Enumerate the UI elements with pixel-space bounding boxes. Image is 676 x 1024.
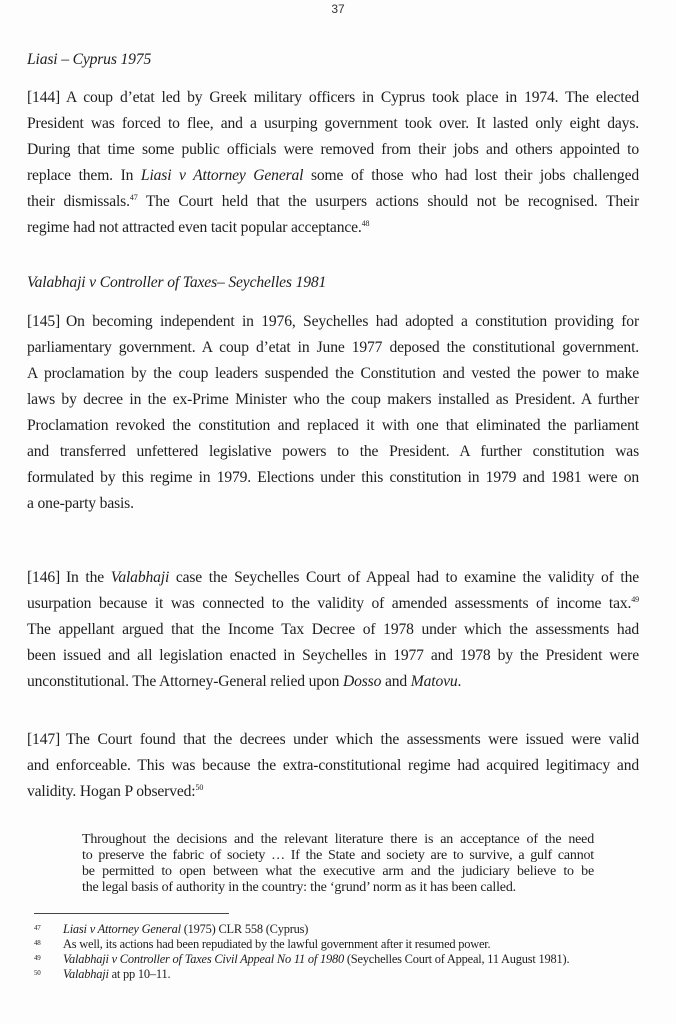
- text: .: [457, 673, 462, 690]
- text: some of those who had lost their jobs challenged: [303, 167, 639, 184]
- paragraph-144-line-3: During that time some public officials were removed from their jobs and others appointed to: [27, 141, 639, 158]
- case-name-valabhaji: Valabhaji: [110, 569, 170, 586]
- footnote-50: [34, 967, 170, 981]
- paragraph-146-line-3: The appellant argued that the Income Tax Decree of 1978 under which the assessments had: [27, 621, 639, 638]
- text: usurpation because it was connected to the validity of amended assessments of income tax.: [27, 595, 632, 612]
- paragraph-146-line-2: [27, 594, 639, 614]
- paragraph-145-line-6: and transferred unfettered legislative powers to the President. A further constitution was: [27, 443, 639, 460]
- case-name-dosso: Dosso: [342, 673, 382, 690]
- paragraph-146-line-5: [27, 672, 639, 692]
- footnote-number: 48: [34, 939, 41, 947]
- paragraph-145-line-2: parliamentary government. A coup d’etat in June 1977 deposed the constitutional government.: [27, 339, 639, 356]
- paragraph-146-line-4: been issued and all legislation enacted in Seychelles in 1977 and 1978 by the President were: [27, 647, 639, 664]
- text: The Court held that the usurpers actions should not be recognised. Their: [137, 193, 639, 210]
- paragraph-number-145: [145]: [27, 313, 61, 330]
- text: case the Seychelles Court of Appeal had to examine the validity of the: [169, 569, 639, 586]
- paragraph-number-147: [147]: [27, 731, 61, 748]
- quote-line-2: to preserve the fabric of society … If the State and society are to survive, a gulf cannot: [82, 848, 594, 863]
- footnote-text: (1975) CLR 558 (Cyprus): [180, 922, 309, 936]
- footnote-48: [34, 937, 490, 951]
- footnote-ref-48[interactable]: 48: [361, 219, 370, 228]
- paragraph-number-144: [144]: [27, 89, 61, 106]
- paragraph-145-line-1: [27, 312, 639, 332]
- footnote-47: [34, 922, 308, 936]
- paragraph-145-line-5: Proclamation revoked the constitution and replaced it with one that eliminated the parliament: [27, 417, 639, 434]
- page-number: 37: [331, 2, 345, 16]
- paragraph-145-line-4: laws by decree in the ex-Prime Minister who the coup makers installed as President. A further: [27, 391, 639, 408]
- footnote-text: (Seychelles Court of Appeal, 11 August 1981).: [343, 952, 570, 966]
- quote-line-4: the legal basis of authority in the country: the ‘grund’ norm as it has been called.: [82, 880, 516, 895]
- case-name-matovu: Matovu: [410, 673, 458, 690]
- quote-line-1: Throughout the decisions and the relevant literature there is an acceptance of the need: [82, 832, 594, 847]
- paragraph-number-146: [146]: [27, 569, 61, 586]
- text: A coup d’etat led by Greek military officers in Cyprus took place in 1974. The elected: [66, 89, 639, 106]
- paragraph-145-line-7: formulated by this regime in 1979. Elections under this constitution in 1979 and 1981 were on: [27, 469, 639, 486]
- footnote-divider: [34, 913, 229, 914]
- text: regime had not attracted even tacit popular acceptance.: [27, 219, 362, 236]
- footnote-ref-47[interactable]: 47: [129, 193, 138, 202]
- paragraph-145-line-3: A proclamation by the coup leaders suspended the Constitution and vested the power to make: [27, 365, 639, 382]
- footnote-number: 49: [34, 954, 41, 962]
- footnote-ref-49[interactable]: 49: [631, 595, 639, 604]
- footnote-case-name: Valabhaji v Controller of Taxes Civil Appeal No 11 of 1980: [63, 952, 344, 966]
- footnote-text: at pp 10–11.: [108, 967, 171, 981]
- footnote-number: 50: [34, 969, 41, 977]
- footnote-ref-50[interactable]: 50: [195, 783, 204, 792]
- footnote-text: As well, its actions had been repudiated by the lawful government after it resumed power.: [63, 937, 491, 951]
- footnote-case-name: Liasi v Attorney General: [63, 922, 181, 936]
- text: validity. Hogan P observed:: [27, 783, 196, 800]
- text: unconstitutional. The Attorney-General relied upon: [27, 673, 343, 690]
- footnote-case-name: Valabhaji: [63, 967, 109, 981]
- paragraph-147-line-1: [27, 730, 639, 750]
- footnote-number: 47: [34, 924, 41, 932]
- section-heading-valabhaji: Valabhaji v Controller of Taxes– Seychelles 1981: [27, 274, 327, 291]
- section-heading-liasi: Liasi – Cyprus 1975: [27, 51, 152, 68]
- paragraph-144-line-4: [27, 166, 639, 186]
- footnote-49: [34, 952, 569, 966]
- text: replace them. In: [27, 167, 141, 184]
- text: On becoming independent in 1976, Seychelles had adopted a constitution providing for: [66, 313, 639, 330]
- case-name-liasi: Liasi v Attorney General: [140, 167, 304, 184]
- text: and: [381, 673, 411, 690]
- paragraph-147-line-2: and enforceable. This was because the extra-constitutional regime had acquired legitimacy and: [27, 757, 639, 774]
- paragraph-146-line-1: [27, 568, 639, 588]
- paragraph-144-line-2: President was forced to flee, and a usurping government took over. It lasted only eight days.: [27, 115, 639, 132]
- paragraph-145-line-8: a one-party basis.: [27, 495, 134, 512]
- text: their dismissals.: [27, 193, 130, 210]
- text: The Court found that the decrees under which the assessments were issued were valid: [66, 731, 639, 748]
- quote-line-3: be permitted to open between what the executive arm and the judiciary believe to be: [82, 864, 594, 879]
- paragraph-144-line-1: [27, 88, 639, 108]
- text: In the: [66, 569, 111, 586]
- paragraph-147-line-3: [27, 782, 639, 802]
- paragraph-144-line-6: [27, 218, 639, 238]
- paragraph-144-line-5: [27, 192, 639, 212]
